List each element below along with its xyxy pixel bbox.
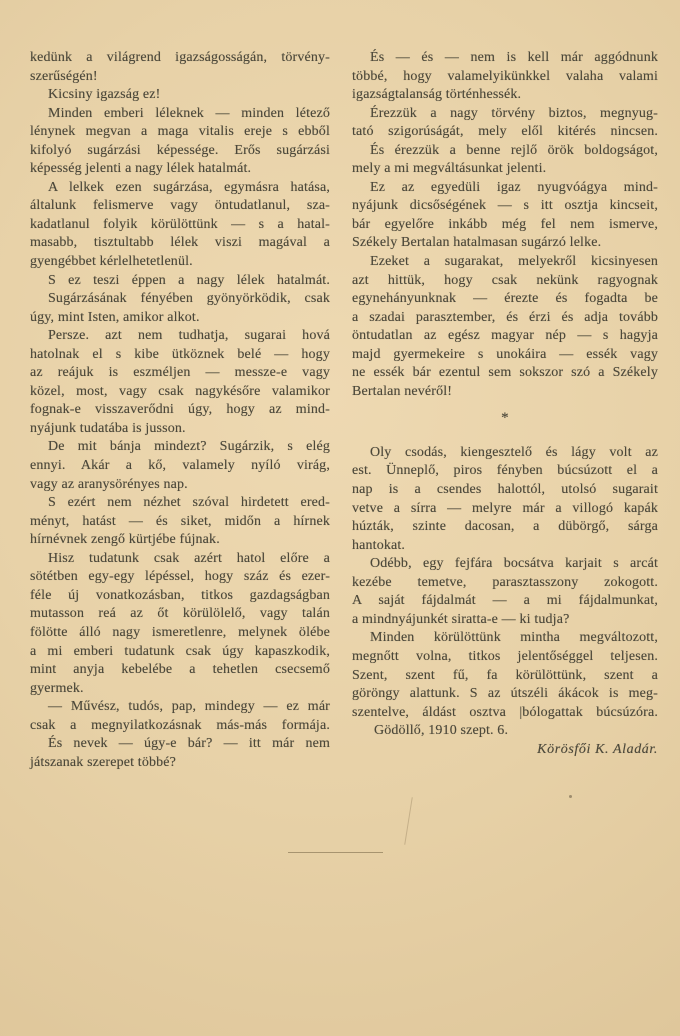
dateline: Gödöllő, 1910 szept. 6. <box>374 723 509 739</box>
text-line: általunk felismerve vagy öntudatlanul, sza- <box>30 198 330 214</box>
text-line: — Művész, tudós, pap, mindegy — ez már <box>48 699 330 715</box>
text-line: játszanak szerepet többé? <box>30 754 177 770</box>
text-line: a mindnyájunkét siratta-e — ki tudja? <box>352 611 570 627</box>
text-line: hírnévnek zengő kürtjébe fújnak. <box>30 532 220 548</box>
text-line: Hisz tudatunk csak azért hatol előre a <box>48 550 330 566</box>
paragraph <box>352 555 658 629</box>
text-line: azt hittük, hogy csak nekünk ragyognak <box>352 272 658 288</box>
text-line: Ezeket a sugarakat, melyekről kicsinyesen <box>370 254 658 270</box>
text-line: igazságtalanság történhessék. <box>352 87 522 103</box>
paragraph <box>30 438 330 494</box>
text-line: gyengébbet kérlelhetetlenül. <box>30 254 193 270</box>
paragraph <box>352 142 658 179</box>
paragraph <box>352 253 658 401</box>
text-line: az reájuk is eszméljen — messze-e vagy <box>30 365 330 381</box>
paragraph <box>30 735 330 772</box>
paragraph <box>30 290 330 327</box>
paragraph <box>352 629 658 722</box>
text-line: Kicsiny igazság ez! <box>48 87 161 103</box>
right-column-bottom-section <box>352 444 658 722</box>
text-line: Minden körülöttünk mintha megváltozott, <box>370 630 658 646</box>
text-line: És — és — nem is kell már aggódnunk <box>370 50 658 65</box>
text-line: megnőtt volna, titkos jelentőséggel teljesen. <box>352 648 658 664</box>
text-line: vagy az aranysörényes nap. <box>30 476 188 492</box>
text-line: kedünk a világrend igazságosságán, törvény- <box>30 50 330 65</box>
text-line: est. Ünneplő, piros fényben búcsúzott el a <box>352 463 658 479</box>
paragraph <box>352 105 658 142</box>
text-line: fognak-e visszaverődni úgy, hogy az mind- <box>30 402 330 418</box>
right-column-top-section <box>352 49 658 401</box>
text-line: sötétben egy-egy lépéssel, hogy száz és ezer- <box>30 569 330 585</box>
text-line: mutasson reá az őt körülölelő, vagy talán <box>30 606 330 622</box>
text-line: Érezzük a nagy törvény biztos, megnyug- <box>370 105 658 121</box>
text-line: szentelve, áldást osztva |bólogattak búcsúzóra. <box>352 704 658 720</box>
paragraph <box>352 179 658 253</box>
text-line: S ez teszi éppen a nagy lélek hatalmát. <box>48 272 330 288</box>
text-line: mint anyja kebelébe a tehetlen csecsemő <box>30 662 330 678</box>
text-line: fölötte álló nagy ismeretlenre, melynek ölébe <box>30 624 330 640</box>
text-line: a mi emberi tudatunk csak úgy kapaszkodik, <box>30 643 330 659</box>
text-line: Bertalan nevéről! <box>352 383 453 399</box>
text-line: nyájunk tudatába is jusson. <box>30 420 186 436</box>
text-line: A lelkek ezen sugárzása, egymásra hatása, <box>48 179 330 195</box>
text-line: húzták, szinte dacosan, a dübörgő, sárga <box>352 519 658 535</box>
paragraph <box>30 550 330 698</box>
text-line: Székely Bertalan hatalmasan sugárzó lelke. <box>352 235 602 251</box>
section-separator-asterisk: * <box>501 410 509 427</box>
text-line: kadatlanul folyik körülöttünk — s a hatal- <box>30 216 330 232</box>
paragraph <box>30 179 330 272</box>
text-line: lénynek megvan a maga vitalis ereje s ebből <box>30 124 330 140</box>
text-line: Ez az egyedüli igaz nyugvóágya mind- <box>370 179 658 195</box>
text-line: mely a mi megváltásunkat jelenti. <box>352 161 547 177</box>
text-line: majd gyermekeire s unokáira — essék vagy <box>352 346 658 362</box>
text-line: öntudatlan az egész magyar nép — s hagyja <box>352 328 658 344</box>
text-line: csak a megnyilatkozásnak más-más formája. <box>30 717 330 733</box>
text-line: féle új vonatkozásban, titkos gazdagságban <box>30 587 330 603</box>
text-line: többé, hogy valamelyikünkkel valaha valami <box>352 68 658 84</box>
text-line: kifolyó sugárzási képessége. Erős sugárzási <box>30 142 330 158</box>
text-line: ményt, hatást — és siket, midőn a hírnek <box>30 513 330 529</box>
text-line: Szent, szent fű, fa körülöttünk, szent a <box>352 667 658 683</box>
paper-scratch-mark <box>404 797 412 845</box>
text-line: Minden emberi léleknek — minden létező <box>48 105 330 121</box>
paragraph <box>30 698 330 735</box>
text-line: tató szigorúságát, mely elől kitérés nincsen. <box>352 124 658 140</box>
text-line: De mit bánja mindezt? Sugárzik, s elég <box>48 439 330 455</box>
author-signature: Körösfői K. Aladár. <box>537 741 658 757</box>
text-line: hantokat. <box>352 537 406 553</box>
paragraph <box>30 272 330 291</box>
end-of-article-rule <box>288 852 383 853</box>
text-line: a szadai parasztember, és érzi és adja tovább <box>352 309 658 325</box>
text-line: masabb, tisztultabb lélek viszi magával a <box>30 235 330 251</box>
paragraph <box>352 444 658 555</box>
text-line: egynehányunknak — érezte és fogadta be <box>352 291 658 307</box>
text-line: A saját fájdalmát — a mi fájdalmunkat, <box>352 593 658 609</box>
text-line: S ezért nem nézhet szóval hirdetett ered- <box>48 495 330 511</box>
text-line: göröngy alattunk. S az útszéli ákácok is meg- <box>352 686 658 702</box>
paper-speck <box>569 795 572 798</box>
text-line: És érezzük a benne rejlő örök boldogságot, <box>370 142 658 158</box>
text-line: ennyi. Akár a kő, valamely nyíló virág, <box>30 458 330 474</box>
paragraph <box>30 105 330 179</box>
text-line: bár egyelőre inkább még fel nem ismerve, <box>352 216 658 232</box>
paragraph <box>30 49 330 86</box>
text-line: nap is a csendes halottól, utolsó sugarait <box>352 482 658 498</box>
text-line: ne essék bár ezentul sem sokszor szó a Székely <box>352 365 658 381</box>
text-line: szerűségén! <box>30 68 98 84</box>
text-line: Oly csodás, kiengesztelő és lágy volt az <box>370 444 658 460</box>
text-line: kezébe temetve, parasztasszony zokogott. <box>352 574 658 590</box>
text-line: Odébb, egy fejfára bocsátva karjait s arcát <box>370 556 658 572</box>
text-line: közel, most, vagy csak nagykésőre valamikor <box>30 383 330 399</box>
paragraph <box>30 494 330 550</box>
left-text-column <box>30 49 330 772</box>
text-line: Persze. azt nem tudhatja, sugarai hová <box>48 328 330 344</box>
text-line: vetve a sírra — melyre már a villogó kapák <box>352 500 658 516</box>
text-line: képesség jelenti a nagy lélek hatalmát. <box>30 161 252 177</box>
paragraph <box>352 49 658 105</box>
right-text-column <box>352 49 658 759</box>
text-line: nyájunk dicsőségének — s itt osztja kincseit, <box>352 198 658 214</box>
paragraph <box>30 86 330 105</box>
text-line: És nevek — úgy-e bár? — itt már nem <box>48 736 330 752</box>
text-line: úgy, mint Isten, amikor alkot. <box>30 309 200 325</box>
text-line: Sugárzásának fényében gyönyörködik, csak <box>48 291 330 307</box>
text-line: hatolnak el s kibe ütköznek belé — hogy <box>30 346 330 362</box>
text-line: gyermek. <box>30 680 84 696</box>
paragraph <box>30 327 330 438</box>
